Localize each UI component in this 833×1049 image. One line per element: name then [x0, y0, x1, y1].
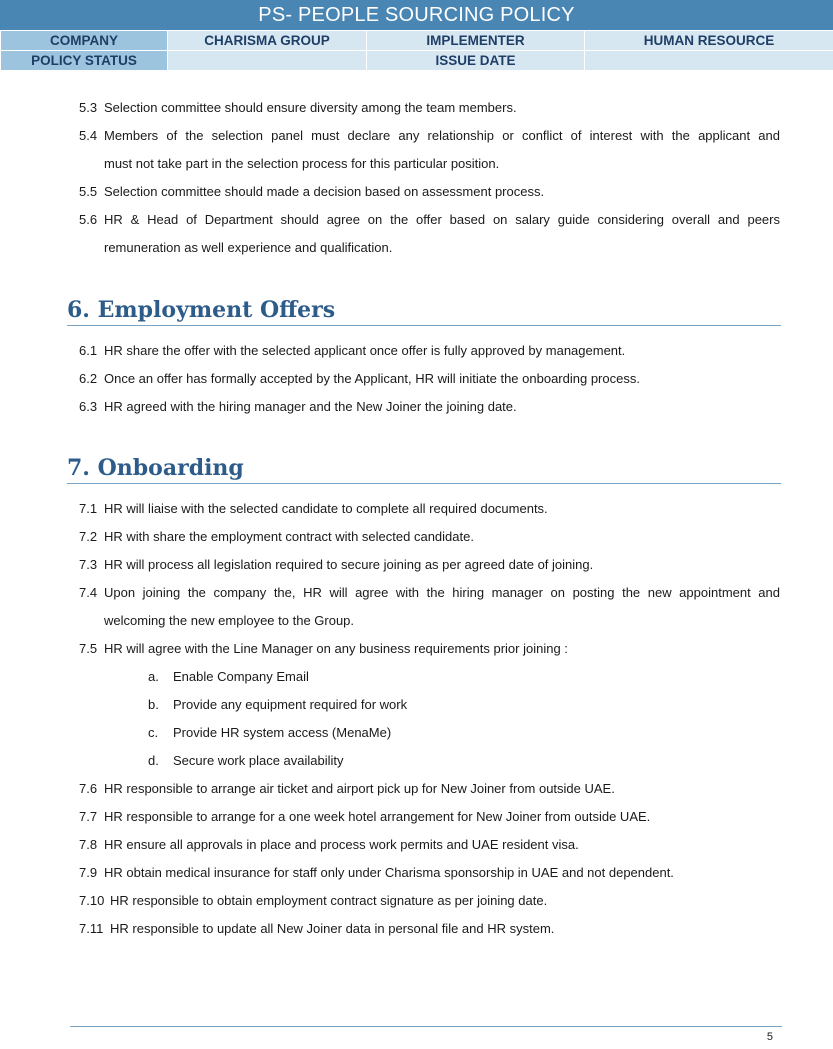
section-heading-employment-offers: 6. Employment Offers [67, 295, 781, 326]
footer-divider [70, 1026, 782, 1027]
issue-date-value [585, 51, 833, 71]
company-value: CHARISMA GROUP [168, 31, 367, 51]
header-info-table [0, 30, 833, 71]
document-header [0, 0, 833, 71]
policy-status-label: POLICY STATUS [1, 51, 168, 71]
implementer-value: HUMAN RESOURCE [585, 31, 833, 51]
document-title: PS- PEOPLE SOURCING POLICY [0, 0, 833, 30]
policy-status-value [168, 51, 367, 71]
company-label: COMPANY [1, 31, 168, 51]
section-heading-onboarding: 7. Onboarding [67, 453, 781, 484]
page-number: 5 [766, 1031, 773, 1043]
implementer-label: IMPLEMENTER [367, 31, 585, 51]
issue-date-label: ISSUE DATE [367, 51, 585, 71]
